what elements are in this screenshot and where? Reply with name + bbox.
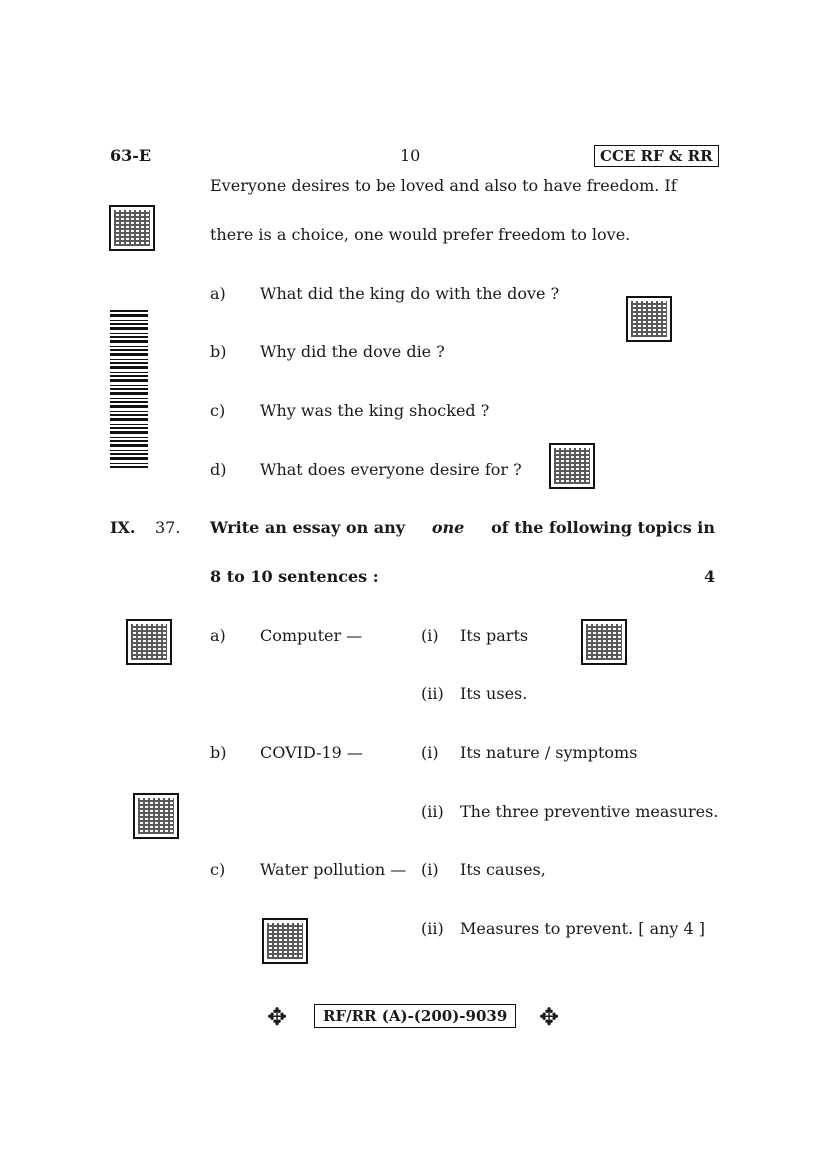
- question-text: Why was the king shocked ?: [260, 401, 490, 420]
- point-text: Its uses.: [460, 684, 528, 703]
- ornament-icon: ✥: [267, 1003, 288, 1031]
- qr-code: [133, 793, 179, 839]
- barcode: [110, 310, 148, 468]
- question-text: What did the king do with the dove ?: [260, 284, 560, 303]
- qr-code: [109, 205, 155, 251]
- point-number: (i): [421, 743, 439, 762]
- qr-code: [262, 918, 308, 964]
- point-number: (i): [421, 626, 439, 645]
- topic-title: Water pollution —: [260, 860, 407, 879]
- point-number: (i): [421, 860, 439, 879]
- question-label: d): [210, 460, 227, 479]
- marks: 4: [704, 567, 716, 586]
- question-number: 37.: [155, 518, 181, 537]
- topic-label: c): [210, 860, 226, 879]
- instruction-part-1: Write an essay on any: [210, 518, 406, 537]
- page-number: 10: [400, 146, 421, 165]
- point-text: Its causes,: [460, 860, 546, 879]
- question-text: What does everyone desire for ?: [260, 460, 522, 479]
- instruction-line-2: 8 to 10 sentences :: [210, 567, 379, 586]
- paper-code: 63-E: [110, 146, 152, 165]
- qr-code: [126, 619, 172, 665]
- essay-instruction: [210, 518, 715, 537]
- point-number: (ii): [421, 684, 444, 703]
- topic-label: a): [210, 626, 226, 645]
- instruction-emphasis: one: [431, 518, 465, 537]
- point-text: Measures to prevent. [ any 4 ]: [460, 919, 706, 938]
- passage-line-1: Everyone desires to be loved and also to have freedom. If: [210, 176, 677, 195]
- instruction-part-2: of the following topics in: [491, 518, 715, 537]
- topic-title: COVID-19 —: [260, 743, 363, 762]
- passage-line-2: there is a choice, one would prefer freedom to love.: [210, 225, 631, 244]
- series-box: CCE RF & RR: [594, 145, 719, 167]
- section-roman: IX.: [110, 518, 136, 537]
- point-text: Its parts: [460, 626, 529, 645]
- topic-label: b): [210, 743, 227, 762]
- point-text: The three preventive measures.: [460, 802, 719, 821]
- point-number: (ii): [421, 919, 444, 938]
- ornament-icon: ✥: [539, 1003, 560, 1031]
- qr-code: [581, 619, 627, 665]
- question-label: c): [210, 401, 226, 420]
- qr-code: [626, 296, 672, 342]
- qr-code: [549, 443, 595, 489]
- topic-title: Computer —: [260, 626, 363, 645]
- point-text: Its nature / symptoms: [460, 743, 638, 762]
- point-number: (ii): [421, 802, 444, 821]
- question-label: b): [210, 342, 227, 361]
- question-label: a): [210, 284, 226, 303]
- question-text: Why did the dove die ?: [260, 342, 445, 361]
- footer-code: RF/RR (A)-(200)-9039: [314, 1004, 516, 1028]
